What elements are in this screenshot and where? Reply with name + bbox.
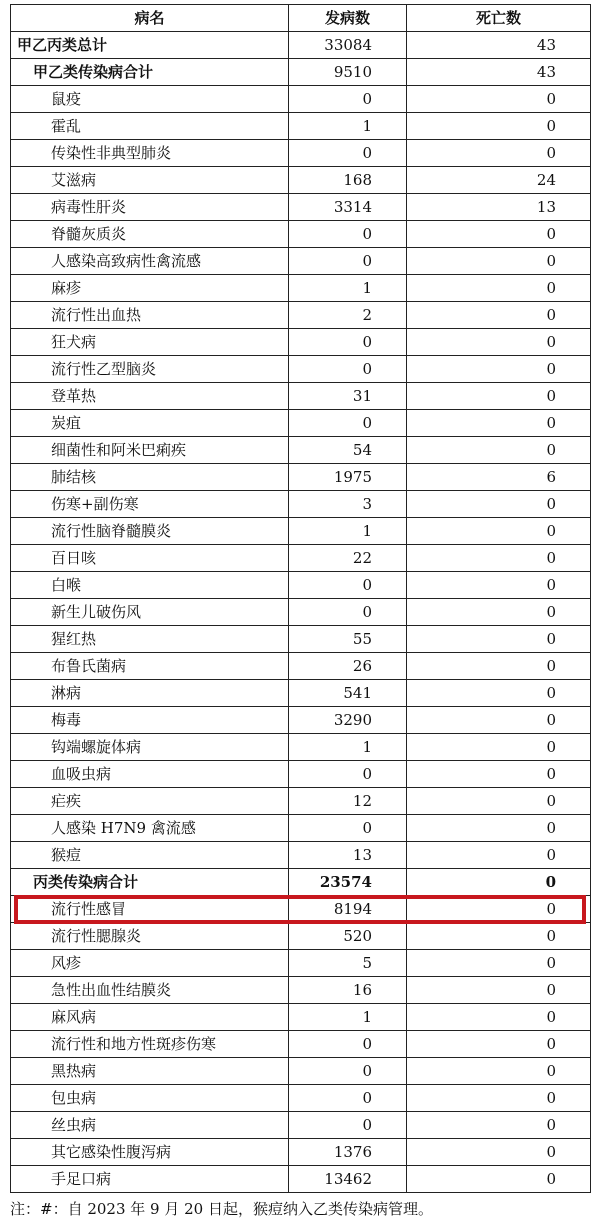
cases-cell: 0 (289, 1085, 407, 1112)
table-row (11, 491, 591, 518)
disease-name-cell (11, 356, 289, 383)
disease-name: 甲乙类传染病合计 (33, 63, 154, 81)
disease-name-cell (11, 437, 289, 464)
deaths-cell: 0 (407, 815, 591, 842)
disease-statistics-table (10, 4, 591, 1193)
disease-name: 手足口病 (51, 1170, 112, 1188)
deaths-cell: 0 (407, 329, 591, 356)
disease-name: 猩红热 (51, 630, 97, 648)
cases-cell: 54 (289, 437, 407, 464)
deaths-cell: 0 (407, 1166, 591, 1193)
table-row (11, 356, 591, 383)
table-row (11, 32, 591, 59)
cases-cell: 0 (289, 329, 407, 356)
table-row (11, 1031, 591, 1058)
table-row (11, 86, 591, 113)
deaths-cell: 0 (407, 1031, 591, 1058)
table-row (11, 653, 591, 680)
disease-name-cell (11, 302, 289, 329)
disease-name-cell (11, 977, 289, 1004)
cases-cell: 0 (289, 410, 407, 437)
header-cases: 发病数 (289, 5, 407, 32)
disease-name-cell (11, 464, 289, 491)
cases-cell: 0 (289, 86, 407, 113)
cases-cell: 0 (289, 356, 407, 383)
table-row (11, 626, 591, 653)
table-row (11, 1112, 591, 1139)
disease-name: 钩端螺旋体病 (51, 738, 142, 756)
disease-name: 新生儿破伤风 (51, 603, 142, 621)
disease-name: 肺结核 (51, 468, 97, 486)
disease-name-cell (11, 329, 289, 356)
cases-cell: 0 (289, 140, 407, 167)
deaths-cell: 0 (407, 1112, 591, 1139)
deaths-cell: 0 (407, 599, 591, 626)
deaths-cell: 0 (407, 491, 591, 518)
table-row (11, 572, 591, 599)
disease-table-container (10, 4, 590, 1193)
table-row (11, 707, 591, 734)
disease-name: 黑热病 (51, 1062, 97, 1080)
deaths-cell: 13 (407, 194, 591, 221)
cases-cell: 1975 (289, 464, 407, 491)
disease-name: 丙类传染病合计 (33, 873, 139, 891)
disease-name: 甲乙丙类总计 (17, 36, 108, 54)
table-row (11, 869, 591, 896)
table-row (11, 464, 591, 491)
cases-cell: 8194 (289, 896, 407, 923)
table-row (11, 1085, 591, 1112)
table-row (11, 167, 591, 194)
table-row (11, 437, 591, 464)
deaths-cell: 0 (407, 680, 591, 707)
table-row (11, 329, 591, 356)
deaths-cell: 43 (407, 32, 591, 59)
footnote-marker (81, 842, 89, 845)
disease-name: 白喉 (51, 576, 82, 594)
deaths-cell: 24 (407, 167, 591, 194)
table-row (11, 680, 591, 707)
cases-cell: 3 (289, 491, 407, 518)
cases-cell: 1 (289, 734, 407, 761)
cases-cell: 1 (289, 518, 407, 545)
deaths-cell: 0 (407, 221, 591, 248)
disease-name: 鼠疫 (51, 90, 82, 108)
disease-name: 流行性和地方性斑疹伤寒 (51, 1035, 217, 1053)
table-row (11, 410, 591, 437)
deaths-cell: 0 (407, 302, 591, 329)
disease-name: 流行性出血热 (51, 306, 142, 324)
disease-name-cell (11, 194, 289, 221)
deaths-cell: 0 (407, 86, 591, 113)
disease-name: 狂犬病 (51, 333, 97, 351)
table-row (11, 545, 591, 572)
deaths-cell: 0 (407, 869, 591, 896)
disease-name: 血吸虫病 (51, 765, 112, 783)
disease-name-cell (11, 680, 289, 707)
cases-cell: 168 (289, 167, 407, 194)
deaths-cell: 0 (407, 572, 591, 599)
deaths-cell: 0 (407, 113, 591, 140)
cases-cell: 13 (289, 842, 407, 869)
deaths-cell: 0 (407, 437, 591, 464)
disease-name: 流行性脑脊髓膜炎 (51, 522, 172, 540)
disease-name: 丝虫病 (51, 1116, 97, 1134)
disease-name-cell (11, 1004, 289, 1031)
cases-cell: 0 (289, 761, 407, 788)
deaths-cell: 0 (407, 842, 591, 869)
cases-cell: 0 (289, 815, 407, 842)
table-row (11, 977, 591, 1004)
header-disease-name: 病名 (11, 5, 289, 32)
disease-name-cell (11, 275, 289, 302)
disease-name-cell (11, 788, 289, 815)
disease-name-cell (11, 113, 289, 140)
deaths-cell: 0 (407, 977, 591, 1004)
table-body (11, 32, 591, 1193)
disease-name: 人感染高致病性禽流感 (51, 252, 202, 270)
disease-name-cell (11, 1139, 289, 1166)
deaths-cell: 0 (407, 734, 591, 761)
deaths-cell: 0 (407, 248, 591, 275)
cases-cell: 1 (289, 1004, 407, 1031)
table-row (11, 788, 591, 815)
disease-name: 麻疹 (51, 279, 82, 297)
cases-cell: 0 (289, 1112, 407, 1139)
disease-name: 人感染 H7N9 禽流感 (51, 819, 196, 837)
disease-name-cell (11, 410, 289, 437)
cases-cell: 12 (289, 788, 407, 815)
disease-name: 包虫病 (51, 1089, 97, 1107)
deaths-cell: 0 (407, 626, 591, 653)
disease-name-cell (11, 140, 289, 167)
table-row (11, 221, 591, 248)
table-row (11, 1139, 591, 1166)
deaths-cell: 0 (407, 950, 591, 977)
cases-cell: 5 (289, 950, 407, 977)
disease-name-cell (11, 761, 289, 788)
cases-cell: 0 (289, 1058, 407, 1085)
deaths-cell: 0 (407, 1058, 591, 1085)
disease-name-cell (11, 923, 289, 950)
cases-cell: 1 (289, 275, 407, 302)
disease-name: 传染性非典型肺炎 (51, 144, 172, 162)
disease-name: 麻风病 (51, 1008, 97, 1026)
cases-cell: 31 (289, 383, 407, 410)
cases-cell: 33084 (289, 32, 407, 59)
disease-name-cell (11, 545, 289, 572)
disease-name-cell (11, 626, 289, 653)
cases-cell: 2 (289, 302, 407, 329)
deaths-cell: 0 (407, 140, 591, 167)
deaths-cell: 0 (407, 1085, 591, 1112)
table-row (11, 248, 591, 275)
deaths-cell: 0 (407, 788, 591, 815)
disease-name: 梅毒 (51, 711, 82, 729)
disease-name-cell (11, 653, 289, 680)
disease-name: 百日咳 (51, 549, 97, 567)
disease-name: 布鲁氏菌病 (51, 657, 127, 675)
cases-cell: 23574 (289, 869, 407, 896)
deaths-cell: 0 (407, 275, 591, 302)
deaths-cell: 0 (407, 356, 591, 383)
disease-name: 流行性乙型脑炎 (51, 360, 157, 378)
disease-name: 流行性感冒 (51, 900, 127, 918)
cases-cell: 22 (289, 545, 407, 572)
disease-name-cell (11, 707, 289, 734)
table-row (11, 1004, 591, 1031)
cases-cell: 13462 (289, 1166, 407, 1193)
disease-name-cell (11, 59, 289, 86)
table-header-row (11, 5, 591, 32)
table-row (11, 734, 591, 761)
disease-name: 猴痘 (51, 846, 82, 864)
disease-name-cell (11, 896, 289, 923)
cases-cell: 0 (289, 1031, 407, 1058)
deaths-cell: 6 (407, 464, 591, 491)
disease-name: 霍乱 (51, 117, 82, 135)
table-row (11, 383, 591, 410)
deaths-cell: 43 (407, 59, 591, 86)
disease-name-cell (11, 383, 289, 410)
footnote: 注：#：自 2023 年 9 月 20 日起，猴痘纳入乙类传染病管理。 (10, 1200, 433, 1218)
cases-cell: 16 (289, 977, 407, 1004)
disease-name: 淋病 (51, 684, 82, 702)
cases-cell: 541 (289, 680, 407, 707)
cases-cell: 26 (289, 653, 407, 680)
deaths-cell: 0 (407, 707, 591, 734)
disease-name: 流行性腮腺炎 (51, 927, 142, 945)
disease-name: 脊髓灰质炎 (51, 225, 127, 243)
cases-cell: 55 (289, 626, 407, 653)
disease-name: 伤寒+副伤寒 (51, 495, 139, 513)
disease-name: 病毒性肝炎 (51, 198, 127, 216)
deaths-cell: 0 (407, 1004, 591, 1031)
disease-name-cell (11, 572, 289, 599)
disease-name-cell (11, 1112, 289, 1139)
cases-cell: 1 (289, 113, 407, 140)
disease-name-cell (11, 815, 289, 842)
disease-name: 登革热 (51, 387, 97, 405)
deaths-cell: 0 (407, 410, 591, 437)
disease-name-cell (11, 167, 289, 194)
table-row (11, 275, 591, 302)
deaths-cell: 0 (407, 653, 591, 680)
table-row (11, 923, 591, 950)
disease-name-cell (11, 32, 289, 59)
disease-name-cell (11, 842, 289, 869)
disease-name: 其它感染性腹泻病 (51, 1143, 172, 1161)
table-row (11, 518, 591, 545)
header-deaths: 死亡数 (407, 5, 591, 32)
disease-name-cell (11, 1166, 289, 1193)
deaths-cell: 0 (407, 761, 591, 788)
table-row (11, 1166, 591, 1193)
deaths-cell: 0 (407, 518, 591, 545)
deaths-cell: 0 (407, 896, 591, 923)
table-row (11, 950, 591, 977)
table-row (11, 194, 591, 221)
disease-name: 急性出血性结膜炎 (51, 981, 172, 999)
disease-name: 炭疽 (51, 414, 82, 432)
cases-cell: 1376 (289, 1139, 407, 1166)
cases-cell: 0 (289, 572, 407, 599)
disease-name-cell (11, 950, 289, 977)
table-row (11, 761, 591, 788)
deaths-cell: 0 (407, 545, 591, 572)
cases-cell: 520 (289, 923, 407, 950)
cases-cell: 9510 (289, 59, 407, 86)
disease-name-cell (11, 221, 289, 248)
disease-name-cell (11, 1031, 289, 1058)
table-row (11, 302, 591, 329)
deaths-cell: 0 (407, 1139, 591, 1166)
disease-name-cell (11, 518, 289, 545)
table-row (11, 842, 591, 869)
cases-cell: 0 (289, 221, 407, 248)
table-row (11, 599, 591, 626)
deaths-cell: 0 (407, 923, 591, 950)
disease-name: 风疹 (51, 954, 82, 972)
disease-name-cell (11, 248, 289, 275)
table-row (11, 140, 591, 167)
table-row (11, 113, 591, 140)
disease-name-cell (11, 869, 289, 896)
cases-cell: 3290 (289, 707, 407, 734)
disease-name-cell (11, 491, 289, 518)
disease-name-cell (11, 599, 289, 626)
disease-name: 艾滋病 (51, 171, 97, 189)
cases-cell: 0 (289, 599, 407, 626)
table-row (11, 59, 591, 86)
table-row (11, 1058, 591, 1085)
disease-name-cell (11, 734, 289, 761)
disease-name: 疟疾 (51, 792, 82, 810)
table-row (11, 815, 591, 842)
deaths-cell: 0 (407, 383, 591, 410)
cases-cell: 0 (289, 248, 407, 275)
disease-name-cell (11, 1058, 289, 1085)
table-row-highlighted (11, 896, 591, 923)
disease-name-cell (11, 1085, 289, 1112)
cases-cell: 3314 (289, 194, 407, 221)
disease-name-cell (11, 86, 289, 113)
disease-name: 细菌性和阿米巴痢疾 (51, 441, 187, 459)
